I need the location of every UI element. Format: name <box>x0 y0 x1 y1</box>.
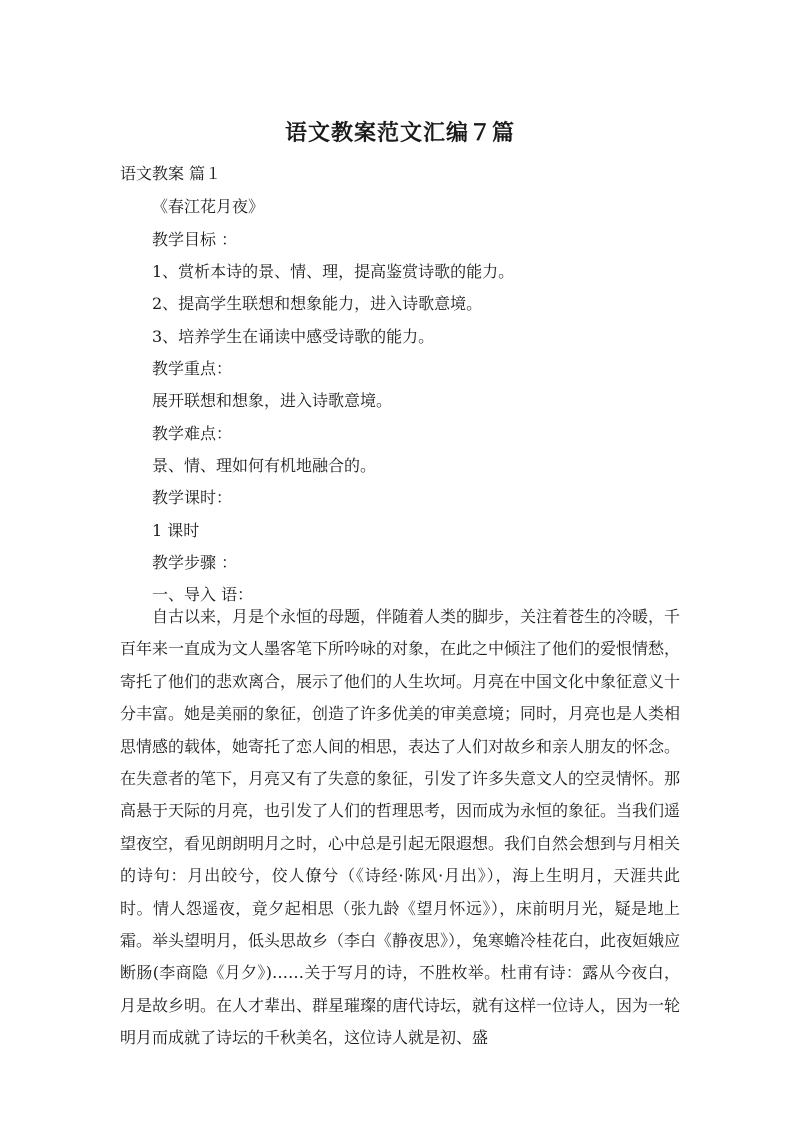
difficulty-text: 景、情、理如何有机地融合的。 <box>152 456 377 475</box>
intro-heading: 一、导入 语： <box>152 585 254 604</box>
key-points-heading: 教学重点： <box>152 359 233 378</box>
section-heading: 语文教案 篇１ <box>120 164 222 183</box>
key-points-text: 展开联想和想象，进入诗歌意境。 <box>152 391 393 410</box>
objective-item: 3、培养学生在诵读中感受诗歌的能力。 <box>152 327 435 346</box>
class-hours-text: 1 课时 <box>152 521 200 540</box>
class-hours-heading: 教学课时： <box>152 488 233 507</box>
document-title: 语文教案范文汇编７篇 <box>284 121 515 146</box>
difficulty-heading: 教学难点： <box>152 424 233 443</box>
steps-heading: 教学步骤 ： <box>152 553 238 572</box>
objectives-heading: 教学目标 ： <box>152 230 238 249</box>
intro-paragraph: 自古以来，月是个永恒的母题，伴随着人类的脚步，关注着苍生的冷暖，千百年来一直成为文人墨客笔下所吟咏的对象，在此之中倾注了他们的爱恨情愁，寄托了他们的悲欢离合，展示了他们的人生坎坷。月亮在中国文化中象征意义十分丰富。她是美丽的象征，创造了许多优美的审美意境；同时，月亮也是人类相思情感的载体，她寄托了恋人间的相思，表达了人们对故乡和亲人朋友的怀念。在失意者的笔下，月亮又有了失意的象征，引发了许多失意文人的空灵情怀。那高悬于天际的月亮，也引发了人们的哲理思考，因而成为永恒的象征。当我们遥望夜空，看见朗朗明月之时，心中总是引起无限遐想。我们自然会想到与月相关的诗句：月出皎兮，佼人僚兮（《诗经·陈风·月出》），海上生明月，天涯共此时。情人怨遥夜，竟夕起相思（张九龄《望月怀远》），床前明月光，疑是地上霜。举头望明月，低头思故乡（李白《静夜思》），兔寒蟾冷桂花白，此夜姮娥应断肠(李商隐《月夕》)……关于写月的诗，不胜枚举。杜甫有诗：露从今夜白，月是故乡明。在人才辈出、群星璀璨的唐代诗坛，就有这样一位诗人，因为一轮明月而成就了诗坛的千秋美名，这位诗人就是初、盛 <box>120 607 681 1048</box>
poem-title-line: 《春江花月夜》 <box>152 197 265 216</box>
objective-item: 2、提高学生联想和想象能力，进入诗歌意境。 <box>152 294 483 313</box>
objective-item: 1、赏析本诗的景、情、理，提高鉴赏诗歌的能力。 <box>152 262 515 281</box>
